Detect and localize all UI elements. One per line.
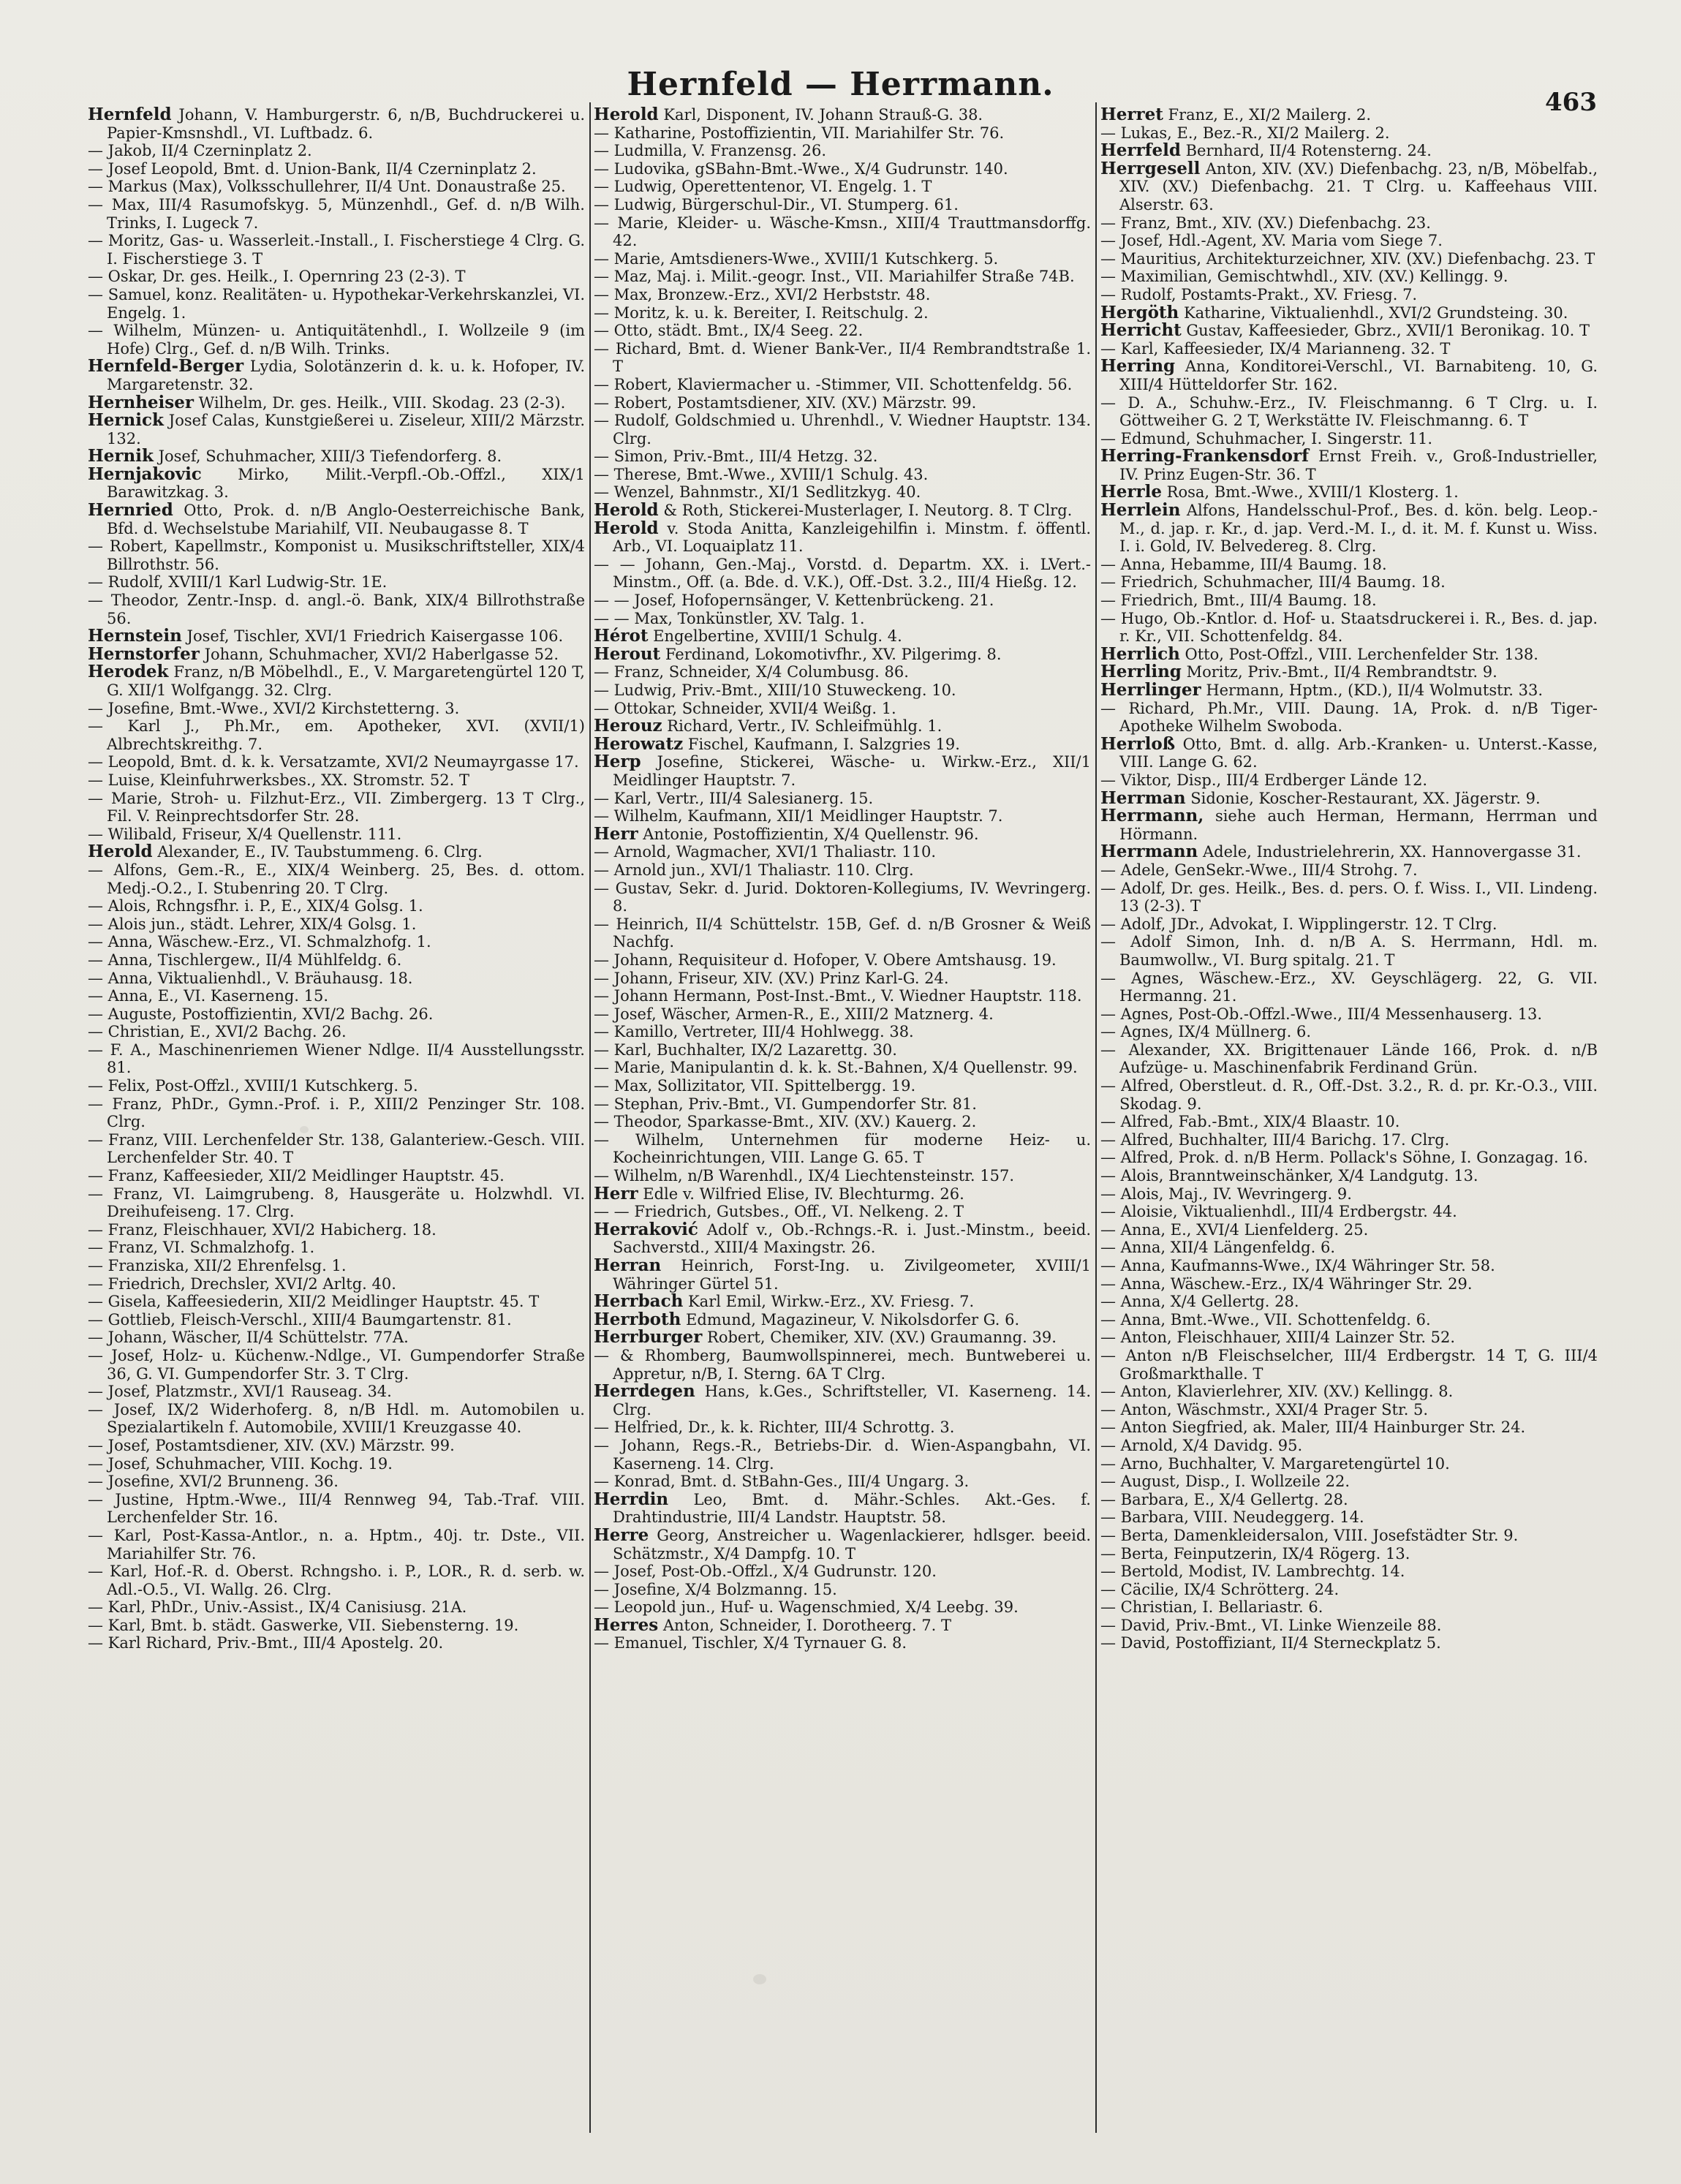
directory-entry: — Wilhelm, Kaufmann, XII/1 Meidlinger Hauptstr. 7.	[594, 807, 1003, 825]
directory-entry: — Alfons, Gem.-R., E., XIX/4 Weinberg. 25, Bes. d. ottom. Medj.-O.2., I. Stubenring 20. T Clrg.	[88, 861, 585, 897]
directory-entry: — Barbara, E., X/4 Gellertg. 28.	[1100, 1490, 1348, 1508]
directory-entry: — Marie, Manipulantin d. k. k. St.-Bahnen, X/4 Quellenstr. 99.	[594, 1059, 1078, 1077]
directory-entry: — Johann Hermann, Post-Inst.-Bmt., V. Wiedner Hauptstr. 118.	[594, 987, 1082, 1005]
directory-entry: — Ludwig, Priv.-Bmt., XIII/10 Stuweckeng. 10.	[594, 681, 956, 699]
directory-entry: — Johann, Regs.-R., Betriebs-Dir. d. Wien-Aspangbahn, VI. Kaserneng. 14. Clrg.	[594, 1436, 1091, 1473]
directory-entry: Herraković Adolf v., Ob.-Rchngs.-R. i. Just.-Minstm., beeid. Sachverstd., XIII/4 Maxingstr. 26.	[594, 1219, 1091, 1257]
directory-entry: Herr Edle v. Wilfried Elise, IV. Blechturmg. 26.	[594, 1183, 964, 1204]
directory-entry: — Adele, GenSekr.-Wwe., III/4 Strohg. 7.	[1100, 861, 1418, 879]
directory-entry: — Arnold, Wagmacher, XVI/1 Thaliastr. 110.	[594, 843, 937, 861]
directory-entry: — Max, III/4 Rasumofskyg. 5, Münzenhdl., Gef. d. n/B Wilh. Trinks, I. Lugeck 7.	[88, 195, 585, 232]
directory-entry: — Josef, Wäscher, Armen-R., E., XIII/2 Matznerg. 4.	[594, 1005, 994, 1023]
directory-entry: — Samuel, konz. Realitäten- u. Hypothekar-Verkehrskanzlei, VI. Engelg. 1.	[88, 285, 585, 322]
column-3	[1100, 106, 1598, 2126]
directory-entry: — Anton Siegfried, ak. Maler, III/4 Hainburger Str. 24.	[1100, 1418, 1526, 1437]
directory-entry: — Alois, Branntweinschänker, X/4 Landgutg. 13.	[1100, 1167, 1478, 1185]
directory-entry: — Ludovika, gSBahn-Bmt.-Wwe., X/4 Gudrunstr. 140.	[594, 159, 1008, 178]
directory-entry: — Franz, PhDr., Gymn.-Prof. i. P., XIII/2 Penzinger Str. 108. Clrg.	[88, 1095, 585, 1131]
directory-entry: — Leopold, Bmt. d. k. k. Versatzamte, XVI/2 Neumayrgasse 17.	[88, 753, 579, 771]
directory-entry: Herrmann Adele, Industrielehrerin, XX. Hannovergasse 31.	[1100, 842, 1582, 862]
directory-entry: — Agnes, Post-Ob.-Offzl.-Wwe., III/4 Messenhauserg. 13.	[1100, 1005, 1543, 1023]
directory-entry: Herold v. Stoda Anitta, Kanzleigehilfin i. Minstm. f. öffentl. Arb., VI. Loquaiplatz 11.	[594, 518, 1091, 556]
directory-entry: Herret Franz, E., XI/2 Mailerg. 2.	[1100, 106, 1372, 124]
directory-entry: — Alfred, Oberstleut. d. R., Off.-Dst. 3.2., R. d. pr. Kr.-O.3., VIII. Skodag. 9.	[1100, 1077, 1598, 1113]
directory-entry: — Markus (Max), Volksschullehrer, II/4 Unt. Donaustraße 25.	[88, 178, 566, 196]
directory-entry: — Robert, Klaviermacher u. -Stimmer, VII. Schottenfeldg. 56.	[594, 375, 1073, 393]
directory-entry: — Franz, VIII. Lerchenfelder Str. 138, Galanteriew.-Gesch. VIII. Lerchenfelder Str. 40. T	[88, 1130, 585, 1167]
directory-entry: — Richard, Bmt. d. Wiener Bank-Ver., II/4 Rembrandtstraße 1. T	[594, 339, 1091, 376]
directory-entry: — Anton, Wäschmstr., XXI/4 Prager Str. 5.	[1100, 1400, 1429, 1418]
directory-entry: Herrloß Otto, Bmt. d. allg. Arb.-Kranken- u. Unterst.-Kasse, VIII. Lange G. 62.	[1100, 733, 1598, 771]
directory-entry: — Berta, Damenkleidersalon, VIII. Josefstädter Str. 9.	[1100, 1526, 1519, 1544]
directory-entry: Herrling Moritz, Priv.-Bmt., II/4 Rembrandtstr. 9.	[1100, 662, 1497, 682]
directory-entry: — Maximilian, Gemischtwhdl., XIV. (XV.) Kellingg. 9.	[1100, 268, 1508, 286]
directory-entry: — Wenzel, Bahnmstr., XI/1 Sedlitzkyg. 40.	[594, 483, 921, 502]
directory-entry: — Friedrich, Bmt., III/4 Baumg. 18.	[1100, 592, 1377, 610]
directory-entry: — David, Priv.-Bmt., VI. Linke Wienzeile 88.	[1100, 1616, 1442, 1634]
directory-entry: — Moritz, Gas- u. Wasserleit.-Install., I. Fischerstiege 4 Clrg. G. I. Fischerstiege 3. T	[88, 232, 585, 268]
directory-entry: — Josefine, XVI/2 Brunneng. 36.	[88, 1473, 339, 1491]
directory-entry: — Hugo, Ob.-Kntlor. d. Hof- u. Staatsdruckerei i. R., Bes. d. jap. r. Kr., VII. Schottenfeldg. 84.	[1100, 609, 1598, 646]
directory-entry: — Kamillo, Vertreter, III/4 Hohlwegg. 38.	[594, 1023, 914, 1041]
directory-entry: — Anna, E., XVI/4 Lienfelderg. 25.	[1100, 1220, 1369, 1239]
directory-entry: Herrmann, siehe auch Herman, Hermann, Herrman und Hörmann.	[1100, 806, 1598, 843]
directory-entry: — Franz, Kaffeesieder, XII/2 Meidlinger Hauptstr. 45.	[88, 1167, 505, 1185]
directory-entry: — Christian, I. Bellariastr. 6.	[1100, 1598, 1323, 1617]
directory-entry: — Max, Bronzew.-Erz., XVI/2 Herbststr. 48.	[594, 285, 931, 303]
paper-speck	[1360, 673, 1370, 681]
directory-entry: — Theodor, Zentr.-Insp. d. angl.-ö. Bank, XIX/4 Billrothstraße 56.	[88, 592, 585, 627]
directory-entry: Herold Karl, Disponent, IV. Johann Strauß-G. 38.	[594, 106, 983, 124]
directory-entry: — Anna, XII/4 Längenfeldg. 6.	[1100, 1239, 1335, 1257]
directory-entry: — Ludwig, Bürgerschul-Dir., VI. Stumperg. 61.	[594, 195, 959, 214]
directory-entry: — Max, Sollizitator, VII. Spittelbergg. 19.	[594, 1077, 916, 1095]
directory-entry: — — Johann, Gen.-Maj., Vorstd. d. Departm. XX. i. LVert.-Minstm., Off. (a. Bde. d. V.K.), Off.-Dst. 3.2., III/4 Hießg. 12.	[594, 555, 1091, 592]
directory-entry: — Karl, Post-Kassa-Antlor., n. a. Hptm., 40j. tr. Dste., VII. Mariahilfer Str. 76.	[88, 1526, 585, 1563]
directory-entry: — Franz, VI. Laimgrubeng. 8, Hausgeräte u. Holzwhdl. VI. Dreihufeiseng. 17. Clrg.	[88, 1184, 585, 1221]
directory-entry: — Karl, Kaffeesieder, IX/4 Marianneng. 32. T	[1100, 339, 1451, 358]
directory-entry: — Arnold jun., XVI/1 Thaliastr. 110. Clrg.	[594, 861, 914, 879]
directory-entry: — Friedrich, Drechsler, XVI/2 Arltg. 40.	[88, 1274, 396, 1293]
directory-entry: Herring-Frankensdorf Ernst Freih. v., Groß-Industrieller, IV. Prinz Eugen-Str. 36. T	[1100, 446, 1598, 483]
directory-entry: Hernik Josef, Schuhmacher, XIII/3 Tiefendorferg. 8.	[88, 446, 502, 466]
directory-entry: — Johann, Wäscher, II/4 Schüttelstr. 77A.	[88, 1329, 409, 1347]
directory-entry: — Bertold, Modist, IV. Lambrechtg. 14.	[1100, 1563, 1405, 1581]
directory-entry: — Maz, Maj. i. Milit.-geogr. Inst., VII. Mariahilfer Straße 74B.	[594, 268, 1075, 286]
directory-entry: — Oskar, Dr. ges. Heilk., I. Opernring 23 (2-3). T	[88, 268, 466, 286]
directory-entry: — Josef, Post-Ob.-Offzl., X/4 Gudrunstr. 120.	[594, 1563, 937, 1581]
directory-entry: — Josef Leopold, Bmt. d. Union-Bank, II/4 Czerninplatz 2.	[88, 159, 537, 178]
directory-entry: Herran Heinrich, Forst-Ing. u. Zivilgeometer, XVIII/1 Währinger Gürtel 51.	[594, 1255, 1091, 1293]
directory-entry: — Karl Richard, Priv.-Bmt., III/4 Apostelg. 20.	[88, 1634, 444, 1652]
directory-entry: — Karl, Bmt. b. städt. Gaswerke, VII. Siebensterng. 19.	[88, 1616, 519, 1634]
directory-entry: Herrlein Alfons, Handelsschul-Prof., Bes. d. kön. belg. Leop.-M., d. jap. r. Kr., d. jap. Verd.-M. I., d. it. M. f. Kunst u. Wiss. I. i. Gold, IV. Belvedereg. 8. Clrg.	[1100, 500, 1598, 556]
directory-entry: Hergöth Katharine, Viktualienhdl., XVI/2 Grundsteing. 30.	[1100, 302, 1568, 322]
directory-entry: — Gottlieb, Fleisch-Verschl., XIII/4 Baumgartenstr. 81.	[88, 1310, 512, 1329]
directory-entry: — Anna, Kaufmanns-Wwe., IX/4 Währinger Str. 58.	[1100, 1257, 1495, 1274]
directory-entry: — Josefine, Bmt.-Wwe., XVI/2 Kirchstetterng. 3.	[88, 699, 460, 717]
directory-entry: — Anton, Klavierlehrer, XIV. (XV.) Kellingg. 8.	[1100, 1383, 1454, 1401]
directory-entry: — Anna, X/4 Gellertg. 28.	[1100, 1293, 1299, 1311]
directory-entry: — Anna, Wäschew.-Erz., VI. Schmalzhofg. 1.	[88, 933, 431, 951]
column-2	[594, 106, 1091, 2126]
directory-entry: — Anna, Hebamme, III/4 Baumg. 18.	[1100, 555, 1387, 573]
column-1	[88, 106, 585, 2126]
directory-entry: — Johann, Requisiteur d. Hofoper, V. Obere Amtshausg. 19.	[594, 951, 1057, 969]
paper-speck	[300, 1126, 309, 1133]
directory-entry: — Rudolf, Postamts-Prakt., XV. Friesg. 7.	[1100, 285, 1418, 303]
directory-entry: — Anna, Tischlergew., II/4 Mühlfeldg. 6.	[88, 951, 402, 969]
directory-entry: Herrfeld Bernhard, II/4 Rotensterng. 24.	[1100, 140, 1432, 161]
directory-entry: — Moritz, k. u. k. Bereiter, I. Reitschulg. 2.	[594, 303, 929, 322]
directory-entry: — Cäcilie, IX/4 Schrötterg. 24.	[1100, 1580, 1340, 1598]
directory-entry: Herrlich Otto, Post-Offzl., VIII. Lerchenfelder Str. 138.	[1100, 643, 1538, 664]
directory-entry: — Viktor, Disp., III/4 Erdberger Lände 12.	[1100, 771, 1428, 789]
directory-entry: — Ottokar, Schneider, XVII/4 Weißg. 1.	[594, 699, 896, 717]
directory-entry: — Berta, Feinputzerin, IX/4 Rögerg. 13.	[1100, 1544, 1410, 1563]
directory-entry: — Anna, Wäschew.-Erz., IX/4 Währinger Str. 29.	[1100, 1274, 1473, 1293]
directory-entry: Hernstein Josef, Tischler, XVI/1 Friedrich Kaisergasse 106.	[88, 626, 564, 646]
directory-entry: — Jakob, II/4 Czerninplatz 2.	[88, 142, 312, 160]
directory-entry: — Josef, IX/2 Widerhoferg. 8, n/B Hdl. m. Automobilen u. Spezialartikeln f. Automobile, XVIII/1 Kreuzgasse 40.	[88, 1400, 585, 1437]
directory-entry: Herre Georg, Anstreicher u. Wagenlackierer, hdlsger. beeid. Schätzmstr., X/4 Dampfg. 10. T	[594, 1524, 1091, 1563]
directory-entry: — Marie, Amtsdieners-Wwe., XVIII/1 Kutschkerg. 5.	[594, 249, 999, 268]
directory-entry: Herout Ferdinand, Lokomotivfhr., XV. Pilgerimg. 8.	[594, 643, 1002, 664]
directory-entry: — Wilhelm, Unternehmen für moderne Heiz- u. Kocheinrichtungen, VIII. Lange G. 65. T	[594, 1130, 1091, 1167]
directory-entry: Herrbach Karl Emil, Wirkw.-Erz., XV. Friesg. 7.	[594, 1291, 975, 1312]
directory-entry: Hernfeld-Berger Lydia, Solotänzerin d. k. u. k. Hofoper, IV. Margaretenstr. 32.	[88, 356, 585, 393]
directory-entry: Herold Alexander, E., IV. Taubstummeng. 6. Clrg.	[88, 842, 483, 862]
directory-entry: Hernfeld Johann, V. Hamburgerstr. 6, n/B, Buchdruckerei u. Papier-Kmsnshdl., VI. Luftbadz. 6.	[88, 106, 585, 142]
directory-entry: — Alfred, Fab.-Bmt., XIX/4 Blaastr. 10.	[1100, 1113, 1400, 1131]
directory-entry: — Edmund, Schuhmacher, I. Singerstr. 11.	[1100, 429, 1433, 447]
directory-entry: — Josef, Holz- u. Küchenw.-Ndlge., VI. Gumpendorfer Straße 36, G. VI. Gumpendorfer Str. 3. T Clrg.	[88, 1346, 585, 1383]
directory-entry: — Wilibald, Friseur, X/4 Quellenstr. 111.	[88, 825, 402, 843]
directory-entry: — Alois, Rchngsfhr. i. P., E., XIX/4 Golsg. 1.	[88, 897, 423, 915]
directory-entry: — Otto, städt. Bmt., IX/4 Seeg. 22.	[594, 322, 864, 340]
column-divider	[1095, 102, 1097, 2133]
directory-entry: — Gustav, Sekr. d. Jurid. Doktoren-Kollegiums, IV. Wevringerg. 8.	[594, 879, 1091, 915]
directory-entry: — Josef, Platzmstr., XVI/1 Rauseag. 34.	[88, 1383, 392, 1401]
directory-entry: — Franz, Schneider, X/4 Columbusg. 86.	[594, 663, 909, 681]
directory-entry: — Josef, Schuhmacher, VIII. Kochg. 19.	[88, 1454, 393, 1473]
directory-entry: Herr Antonie, Postoffizientin, X/4 Quellenstr. 96.	[594, 823, 979, 844]
page-title: Hernfeld — Herrmann.	[627, 66, 1054, 103]
directory-entry: Hernjakovic Mirko, Milit.-Verpfl.-Ob.-Offzl., XIX/1 Barawitzkag. 3.	[88, 464, 585, 502]
directory-entry: — Adolf Simon, Inh. d. n/B A. S. Herrmann, Hdl. m. Baumwollw., VI. Burg spitalg. 21. T	[1100, 933, 1598, 969]
directory-entry: — Johann, Friseur, XIV. (XV.) Prinz Karl-G. 24.	[594, 969, 949, 987]
directory-entry: — Anton, Fleischhauer, XIII/4 Lainzer Str. 52.	[1100, 1329, 1456, 1347]
directory-entry: Herres Anton, Schneider, I. Dorotheerg. 7. T	[594, 1614, 951, 1635]
directory-entry: — Lukas, E., Bez.-R., XI/2 Mailerg. 2.	[1100, 124, 1390, 142]
directory-entry: — Alfred, Prok. d. n/B Herm. Pollack's Söhne, I. Gonzagag. 16.	[1100, 1149, 1588, 1167]
directory-entry: — F. A., Maschinenriemen Wiener Ndlge. II/4 Ausstellungsstr. 81.	[88, 1040, 585, 1077]
directory-entry: — Robert, Kapellmstr., Komponist u. Musikschriftsteller, XIX/4 Billrothstr. 56.	[88, 537, 585, 573]
directory-entry: — Anna, E., VI. Kaserneng. 15.	[88, 987, 329, 1005]
directory-entry: — Marie, Kleider- u. Wäsche-Kmsn., XIII/4 Trauttmansdorffg. 42.	[594, 214, 1091, 250]
directory-entry: — Franz, Fleischhauer, XVI/2 Habicherg. 18.	[88, 1220, 437, 1239]
directory-entry: — Agnes, IX/4 Müllnerg. 6.	[1100, 1023, 1312, 1041]
directory-entry: — Adolf, Dr. ges. Heilk., Bes. d. pers. O. f. Wiss. I., VII. Lindeng. 13 (2-3). T	[1100, 879, 1598, 915]
directory-entry: Herrle Rosa, Bmt.-Wwe., XVIII/1 Klosterg. 1.	[1100, 482, 1459, 502]
directory-entry: Herring Anna, Konditorei-Verschl., VI. Barnabiteng. 10, G. XIII/4 Hütteldorfer Str. 162.	[1100, 356, 1598, 393]
directory-entry: — Simon, Priv.-Bmt., III/4 Hetzg. 32.	[594, 447, 878, 466]
directory-entry: Herrboth Edmund, Magazineur, V. Nikolsdorfer G. 6.	[594, 1309, 1020, 1329]
directory-entry: — — Max, Tonkünstler, XV. Talg. 1.	[594, 609, 865, 627]
directory-entry: — Richard, Ph.Mr., VIII. Daung. 1A, Prok. d. n/B Tiger-Apotheke Wilhelm Swoboda.	[1100, 699, 1598, 736]
directory-entry: — Theodor, Sparkasse-Bmt., XIV. (XV.) Kauerg. 2.	[594, 1113, 977, 1131]
directory-entry: — Robert, Postamtsdiener, XIV. (XV.) Märzstr. 99.	[594, 393, 977, 412]
directory-entry: Herrlinger Hermann, Hptm., (KD.), II/4 Wolmutstr. 33.	[1100, 680, 1544, 700]
directory-entry: — Justine, Hptm.-Wwe., III/4 Rennweg 94, Tab.-Traf. VIII. Lerchenfelder Str. 16.	[88, 1490, 585, 1527]
directory-entry: — Adolf, JDr., Advokat, I. Wipplingerstr. 12. T Clrg.	[1100, 915, 1497, 933]
directory-entry: Hernstorfer Johann, Schuhmacher, XVI/2 Haberlgasse 52.	[88, 643, 559, 664]
directory-entry: — & Rhomberg, Baumwollspinnerei, mech. Buntweberei u. Appretur, n/B, I. Sterng. 6A T Clrg.	[594, 1346, 1091, 1383]
directory-entry: Herrdin Leo, Bmt. d. Mähr.-Schles. Akt.-Ges. f. Drahtindustrie, III/4 Landstr. Hauptstr. 58.	[594, 1489, 1091, 1527]
directory-entry: Herrdegen Hans, k.Ges., Schriftsteller, VI. Kaserneng. 14. Clrg.	[594, 1381, 1091, 1418]
directory-entry: — Therese, Bmt.-Wwe., XVIII/1 Schulg. 43.	[594, 465, 929, 483]
directory-entry: — Agnes, Wäschew.-Erz., XV. Geyschlägerg. 22, G. VII. Hermanng. 21.	[1100, 969, 1598, 1005]
directory-entry: Hernick Josef Calas, Kunstgießerei u. Ziseleur, XIII/2 Märzstr. 132.	[88, 410, 585, 447]
directory-entry: Herp Josefine, Stickerei, Wäsche- u. Wirkw.-Erz., XII/1 Meidlinger Hauptstr. 7.	[594, 752, 1091, 789]
directory-entry: — Josefine, X/4 Bolzmanng. 15.	[594, 1580, 837, 1598]
directory-entry: — Emanuel, Tischler, X/4 Tyrnauer G. 8.	[594, 1634, 907, 1652]
directory-entry: — Karl, Hof.-R. d. Oberst. Rchngsho. i. P., LOR., R. d. serb. w. Adl.-O.5., VI. Wallg. 26. Clrg.	[88, 1563, 585, 1598]
directory-entry: Herouz Richard, Vertr., IV. Schleifmühlg. 1.	[594, 716, 943, 736]
directory-entry: Herrman Sidonie, Koscher-Restaurant, XX. Jägerstr. 9.	[1100, 787, 1541, 808]
directory-entry: — Mauritius, Architekturzeichner, XIV. (XV.) Diefenbachg. 23. T	[1100, 249, 1595, 268]
directory-entry: — Leopold jun., Huf- u. Wagenschmied, X/4 Leebg. 39.	[594, 1598, 1019, 1617]
directory-entry: — Karl, PhDr., Univ.-Assist., IX/4 Canisiusg. 21A.	[88, 1598, 467, 1617]
directory-entry: Herrgesell Anton, XIV. (XV.) Diefenbachg. 23, n/B, Möbelfab., XIV. (XV.) Diefenbachg. 21. T Clrg. u. Kaffeehaus VIII. Alserstr. 63.	[1100, 158, 1598, 214]
directory-entry: — Marie, Stroh- u. Filzhut-Erz., VII. Zimbergerg. 13 T Clrg., Fil. V. Reinprechtsdorfer Str. 28.	[88, 789, 585, 825]
directory-entry: — Heinrich, II/4 Schüttelstr. 15B, Gef. d. n/B Grosner & Weiß Nachfg.	[594, 915, 1091, 951]
directory-entry: Herricht Gustav, Kaffeesieder, Gbrz., XVII/1 Beronikag. 10. T	[1100, 320, 1590, 341]
directory-entry: — Christian, E., XVI/2 Bachg. 26.	[88, 1023, 347, 1041]
directory-entry: — Friedrich, Schuhmacher, III/4 Baumg. 18.	[1100, 573, 1446, 592]
directory-entry: — Ludwig, Operettentenor, VI. Engelg. 1. T	[594, 178, 932, 196]
directory-entry: — Felix, Post-Offzl., XVIII/1 Kutschkerg. 5.	[88, 1077, 418, 1095]
column-divider	[589, 102, 591, 2133]
directory-entry: Hernheiser Wilhelm, Dr. ges. Heilk., VIII. Skodag. 23 (2-3).	[88, 392, 566, 412]
directory-entry: Herodek Franz, n/B Möbelhdl., E., V. Margaretengürtel 120 T, G. XII/1 Wolfgangg. 32. Clrg.	[88, 662, 585, 699]
directory-entry: — Anton n/B Fleischselcher, III/4 Erdbergstr. 14 T, G. III/4 Großmarkthalle. T	[1100, 1346, 1598, 1383]
directory-entry: — Karl J., Ph.Mr., em. Apotheker, XVI. (XVII/1) Albrechtskreithg. 7.	[88, 717, 585, 753]
directory-entry: — Luise, Kleinfuhrwerksbes., XX. Stromstr. 52. T	[88, 771, 470, 789]
directory-entry: — Ludmilla, V. Franzensg. 26.	[594, 142, 827, 160]
directory-entry: Hérot Engelbertine, XVIII/1 Schulg. 4.	[594, 626, 902, 646]
directory-entry: — Karl, Vertr., III/4 Salesianerg. 15.	[594, 789, 874, 807]
paper-speck	[753, 1974, 766, 1984]
directory-entry: — Anna, Bmt.-Wwe., VII. Schottenfeldg. 6.	[1100, 1310, 1431, 1329]
directory-entry: — Helfried, Dr., k. k. Richter, III/4 Schrottg. 3.	[594, 1418, 955, 1437]
directory-entry: — Josef, Hdl.-Agent, XV. Maria vom Siege 7.	[1100, 232, 1443, 250]
directory-entry: — Franz, Bmt., XIV. (XV.) Diefenbachg. 23.	[1100, 214, 1431, 232]
directory-entry: Herrburger Robert, Chemiker, XIV. (XV.) Graumanng. 39.	[594, 1327, 1057, 1348]
directory-entry: — Franz, VI. Schmalzhofg. 1.	[88, 1239, 315, 1257]
directory-entry: — Gisela, Kaffeesiederin, XII/2 Meidlinger Hauptstr. 45. T	[88, 1293, 540, 1311]
directory-entry: — Stephan, Priv.-Bmt., VI. Gumpendorfer Str. 81.	[594, 1095, 977, 1113]
directory-entry: — Auguste, Postoffizientin, XVI/2 Bachg. 26.	[88, 1005, 434, 1023]
directory-entry: — David, Postoffiziant, II/4 Sterneckplatz 5.	[1100, 1634, 1441, 1652]
directory-entry: Hernried Otto, Prok. d. n/B Anglo-Oesterreichische Bank, Bfd. d. Wechselstube Mariahilf, VII. Neubaugasse 8. T	[88, 500, 585, 537]
directory-entry: — Karl, Buchhalter, IX/2 Lazarettg. 30.	[594, 1040, 897, 1059]
directory-entry: — Katharine, Postoffizientin, VII. Mariahilfer Str. 76.	[594, 124, 1005, 142]
directory-entry: — — Friedrich, Gutsbes., Off., VI. Nelkeng. 2. T	[594, 1203, 964, 1221]
directory-entry: — Alfred, Buchhalter, III/4 Barichg. 17. Clrg.	[1100, 1130, 1450, 1149]
directory-entry: — Barbara, VIII. Neudeggerg. 14.	[1100, 1508, 1364, 1527]
directory-entry: — Alexander, XX. Brigittenauer Lände 166, Prok. d. n/B Aufzüge- u. Maschinenfabrik Ferdinand Grün.	[1100, 1040, 1598, 1077]
directory-entry: Herold & Roth, Stickerei-Musterlager, I. Neutorg. 8. T Clrg.	[594, 500, 1073, 521]
directory-entry: — Franziska, XII/2 Ehrenfelsg. 1.	[88, 1257, 347, 1274]
directory-entry: — Josef, Postamtsdiener, XIV. (XV.) Märzstr. 99.	[88, 1436, 455, 1454]
directory-entry: — Wilhelm, Münzen- u. Antiquitätenhdl., I. Wollzeile 9 (im Hofe) Clrg., Gef. d. n/B Wilh. Trinks.	[88, 322, 585, 358]
directory-entry: — Konrad, Bmt. d. StBahn-Ges., III/4 Ungarg. 3.	[594, 1473, 970, 1491]
directory-entry: — Alois, Maj., IV. Wevringerg. 9.	[1100, 1184, 1352, 1203]
directory-entry: — D. A., Schuhw.-Erz., IV. Fleischmanng. 6 T Clrg. u. I. Göttweiher G. 2 T, Werkstätte IV. Fleischmanng. 6. T	[1100, 393, 1598, 430]
directory-entry: — Anna, Viktualienhdl., V. Bräuhausg. 18.	[88, 969, 413, 987]
directory-entry: — Rudolf, Goldschmied u. Uhrenhdl., V. Wiedner Hauptstr. 134. Clrg.	[594, 412, 1091, 447]
directory-entry: — Aloisie, Viktualienhdl., III/4 Erdbergstr. 44.	[1100, 1203, 1457, 1221]
directory-entry: — Arno, Buchhalter, V. Margaretengürtel 10.	[1100, 1454, 1450, 1473]
directory-entry: — Wilhelm, n/B Warenhdl., IX/4 Liechtensteinstr. 157.	[594, 1167, 1015, 1185]
directory-entry: — — Josef, Hofopernsänger, V. Kettenbrückeng. 21.	[594, 592, 994, 610]
page-number: 463	[1545, 88, 1597, 117]
directory-entry: — Alois jun., städt. Lehrer, XIX/4 Golsg. 1.	[88, 915, 417, 933]
directory-entry: — August, Disp., I. Wollzeile 22.	[1100, 1473, 1351, 1491]
directory-entry: — Rudolf, XVIII/1 Karl Ludwig-Str. 1E.	[88, 573, 388, 592]
directory-entry: Herowatz Fischel, Kaufmann, I. Salzgries 19.	[594, 733, 960, 754]
directory-entry: — Arnold, X/4 Davidg. 95.	[1100, 1436, 1303, 1454]
